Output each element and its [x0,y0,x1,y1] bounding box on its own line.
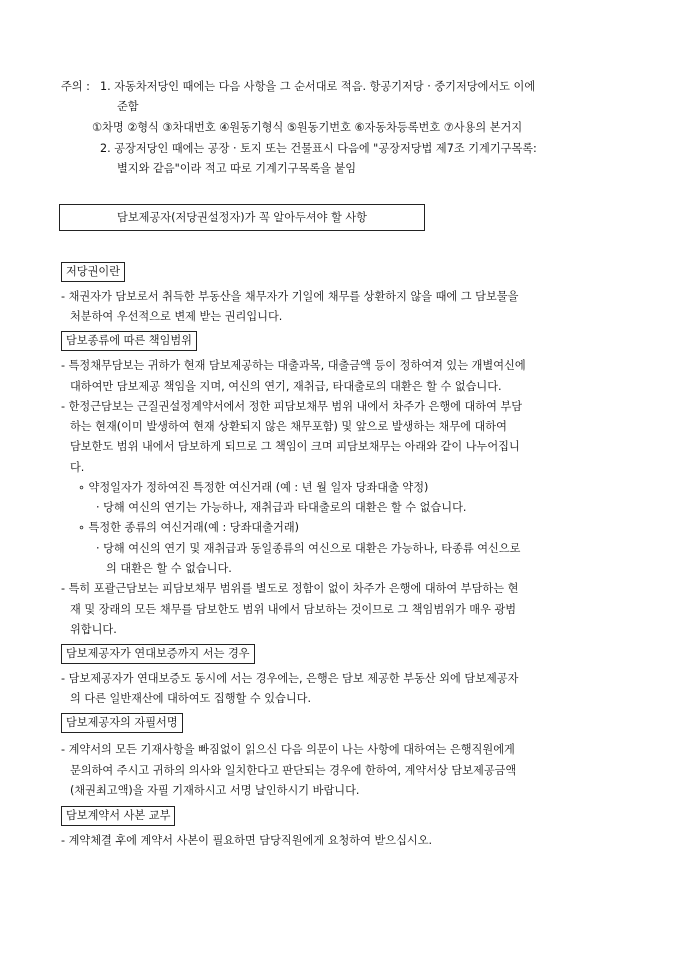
notice-item-2-cont: 별지와 같음"이라 적고 따로 기계기구목록을 붙임 [117,162,357,175]
notice-item-2: 2. 공장저당인 때에는 공장 · 토지 또는 건물표시 다음에 "공장저당법 제7조 기계기구목록: [100,142,537,155]
section-text: 위합니다. [70,623,117,636]
section-text: - 한정근담보는 근질권설정계약서에서 정한 피담보채무 범위 내에서 차주가 은행에 대하여 부담 [61,400,523,413]
section-text: 의 대환은 할 수 없습니다. [106,562,232,575]
section-text: 담보한도 범위 내에서 담보하게 되므로 그 책임이 크며 피담보채무는 아래와 같이 나누어집니 [70,440,520,453]
notice-item-1-cont: 준함 [117,100,139,113]
section-text: 의 다른 일반재산에 대하여도 집행할 수 있습니다. [70,692,312,705]
main-heading: 담보제공자(저당권설정자)가 꼭 알아두셔야 할 사항 [59,204,425,231]
section-text: 다. [70,461,85,474]
section-text: 대하여만 담보제공 책임을 지며, 여신의 연기, 재취급, 타대출로의 대환은 할 수 없습니다. [70,380,502,393]
section-text: 처분하여 우선적으로 변제 받는 권리입니다. [70,310,283,323]
section-heading-joint-guarantee: 담보제공자가 연대보증까지 서는 경우 [61,644,255,664]
section-text: - 계약서의 모든 기재사항을 빠짐없이 읽으신 다음 의문이 나는 사항에 대하여는 은행직원에게 [61,743,515,756]
notice-item-1: 1. 자동차저당인 때에는 다음 사항을 그 순서대로 적음. 항공기저당 · 중기저당에서도 이에 [100,80,536,93]
section-text: ∘ 약정일자가 정하여진 특정한 여신거래 (예 : 년 월 일자 당좌대출 약정) [78,481,429,494]
section-heading-signature: 담보제공자의 자필서명 [61,713,183,733]
section-text: · 당해 여신의 연기 및 재취급과 동일종류의 여신으로 대환은 가능하나, 타종류 여신으로 [96,542,521,555]
section-text: - 계약체결 후에 계약서 사본이 필요하면 담당직원에게 요청하여 받으십시오. [61,834,433,847]
section-text: 하는 현재(이미 발생하여 현재 상환되지 않은 채무포함) 및 앞으로 발생하는 채무에 대하여 [70,420,507,433]
section-text: - 담보제공자가 연대보증도 동시에 서는 경우에는, 은행은 담보 제공한 부동산 외에 담보제공자 [61,672,519,685]
section-text: 문의하여 주시고 귀하의 의사와 일치한다고 판단되는 경우에 한하여, 계약서상 담보제공금액 [70,764,517,777]
section-heading-liability: 담보종류에 따른 책임범위 [61,331,197,351]
section-text: - 특정채무담보는 귀하가 현재 담보제공하는 대출과목, 대출금액 등이 정하여져 있는 개별여신에 [61,359,526,372]
notice-prefix: 주의 : [61,80,90,93]
section-text: (채권최고액)을 자필 기재하시고 서명 날인하시기 바랍니다. [70,784,360,797]
section-text: - 특히 포괄근담보는 피담보채무 범위를 별도로 정함이 없이 차주가 은행에 대하여 부담하는 현 [61,582,519,595]
section-text: 재 및 장래의 모든 채무를 담보한도 범위 내에서 담보하는 것이므로 그 책임범위가 매우 광범 [70,603,517,616]
notice-item-1-list: ①차명 ②형식 ③차대번호 ④원동기형식 ⑤원동기번호 ⑥자동차등록번호 ⑦사용의 본거지 [92,121,523,134]
section-text: ∘ 특정한 종류의 여신거래(예 : 당좌대출거래) [78,521,300,534]
section-text: · 당해 여신의 연기는 가능하나, 재취급과 타대출로의 대환은 할 수 없습니다. [96,501,467,514]
section-text: - 채권자가 담보로서 취득한 부동산을 채무자가 기일에 채무를 상환하지 않을 때에 그 담보물을 [61,290,519,303]
section-heading-contract-copy: 담보계약서 사본 교부 [61,806,175,826]
section-heading-lien: 저당권이란 [61,262,125,282]
